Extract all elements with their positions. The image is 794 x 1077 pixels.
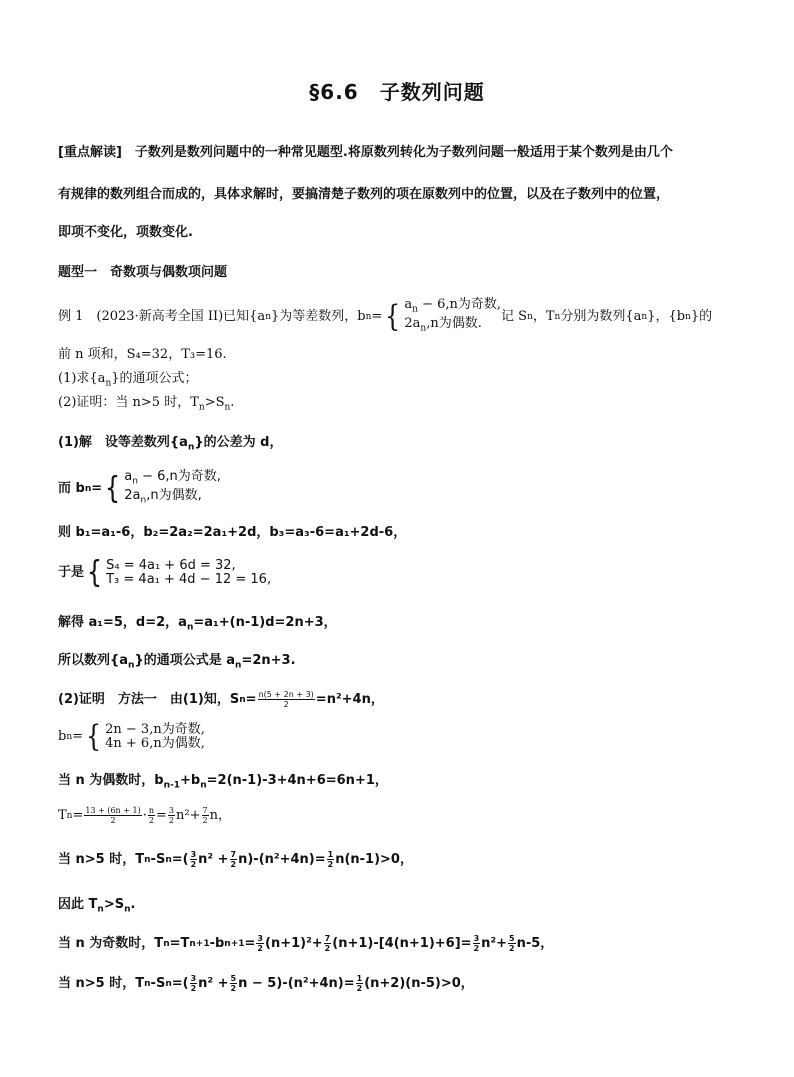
fraction: $\frac{13 + (6n + 1)}{2}$: [85, 806, 141, 825]
intro-line-3: 即项不变化，项数变化.: [58, 225, 193, 240]
solution-4: 于是 { S₄ = 4a₁ + 6d = 32, T₃ = 4a₁ + 4d − 12 = 16,: [58, 555, 272, 590]
subscript: n: [685, 311, 691, 322]
fraction: $\frac{1}{2}$: [327, 850, 334, 869]
intro-line-2: 有规律的数列组合而成的，具体求解时，要搞清楚子数列的项在原数列中的位置，以及在子数列中的位置，: [58, 187, 670, 202]
solution-11: 当 n>5 时，T n -S n =( $\frac{3}{2}$ n² + $\frac{7}{2}$ n)-(n²+4n)= $\frac{1}{2}$ n(n-1)>0，: [58, 850, 413, 869]
solution-14: 当 n>5 时，T n -S n =( $\frac{3}{2}$ n² + $\frac{5}{2}$ n − 5)-(n²+4n)= $\frac{1}{2}$ (n+2)(n-5)>0，: [58, 974, 474, 993]
fraction: $\frac{7}{2}$: [202, 806, 208, 825]
fraction: $\frac{5}{2}$: [230, 974, 237, 993]
left-brace: {: [105, 470, 121, 506]
example-statement: [58, 298, 754, 335]
solution-5: 解得 a₁=5，d=2，$a_n=a_1+(n-1)d=2n+3$，: [58, 615, 337, 633]
example-text: }为等差数列，b: [271, 308, 366, 324]
fraction: $\frac{3}{2}$: [168, 806, 175, 825]
solution-12: 因此 $T_n>S_n$.: [58, 897, 136, 915]
solution-8: b n = { 2n − 3,n为奇数, 4n + 6,n为偶数,: [58, 719, 205, 754]
solution-1: (1)解 设等差数列$\{a_n\}$的公差为 d，: [58, 435, 283, 453]
subscript: n: [641, 311, 648, 322]
page-title: §6.6 子数列问题: [309, 80, 485, 104]
solution-10: T n = $\frac{13 + (6n + 1)}{2}$ · $\frac{n}{2}$ = $\frac{3}{2}$ n²+ $\frac{7}{2}$ n，: [58, 806, 231, 825]
solution-9: 当 n 为偶数时，$b_{n-1}+b_n=2(n-1)-3+4n+6=6n+1$，: [58, 773, 388, 791]
fraction: $\frac{n(5 + 2n + 3)}{2}$: [258, 690, 314, 709]
solution-13: 当 n 为奇数时，T n =T n+1 -b n+1 = $\frac{3}{2}$ (n+1)²+ $\frac{7}{2}$ (n+1)-[4(n+1)+6]= $\frac{3}{2}$ n²+ $\frac{5}{2}$ n-5，: [58, 934, 554, 953]
piecewise-cases: $a_n - 6,n$为奇数, $2a_n,n$为偶数,: [124, 469, 221, 506]
solution-6: 所以数列$\{a_n\}$的通项公式是 $a_n=2n+3$.: [58, 653, 296, 671]
subscript: n: [527, 311, 533, 322]
piecewise-cases: [404, 298, 501, 335]
fraction: $\frac{3}{2}$: [473, 934, 480, 953]
intro-line-1: [重点解读] 子数列是数列问题中的一种常见题型.将原数列转化为子数列问题一般适用于某个数列是由几个: [58, 145, 673, 160]
equals: =: [371, 308, 383, 324]
left-brace: {: [85, 719, 102, 754]
left-brace: {: [86, 555, 103, 590]
fraction: $\frac{5}{2}$: [508, 934, 515, 953]
left-brace: {: [385, 298, 401, 334]
fraction: $\frac{7}{2}$: [230, 850, 237, 869]
question-1: (1)求$\{a_n\}$的通项公式；: [58, 371, 198, 389]
example-text: }，{b: [647, 308, 686, 324]
fraction: $\frac{3}{2}$: [190, 850, 197, 869]
solution-2: 而 b n = { $a_n - 6,n$为奇数, $2a_n,n$为偶数,: [58, 469, 221, 506]
example-text: 记 S: [501, 308, 528, 324]
example-text: ，T: [532, 308, 555, 324]
case-1: $a_n - 6,n$为奇数,: [404, 297, 502, 315]
solution-3: 则 b₁=a₁-6，b₂=2a₂=2a₁+2d，b₃=a₃-6=a₁+2d-6，: [58, 525, 407, 540]
fraction: $\frac{3}{2}$: [257, 934, 263, 953]
fraction: $\frac{3}{2}$: [190, 974, 197, 993]
subscript: n: [265, 311, 271, 322]
piecewise-cases: 2n − 3,n为奇数, 4n + 6,n为偶数,: [105, 722, 205, 751]
fraction: $\frac{1}{2}$: [356, 974, 363, 993]
example-line-2: 前 n 项和，S₄=32，T₃=16.: [58, 347, 227, 362]
subscript: n: [554, 311, 561, 322]
question-2: (2)证明：当 n>5 时，$T_n>S_n$.: [58, 395, 235, 413]
subscript: n: [365, 311, 372, 322]
example-text: 分别为数列{a: [560, 308, 642, 324]
system-equations: S₄ = 4a₁ + 6d = 32, T₃ = 4a₁ + 4d − 12 = 16,: [106, 558, 272, 587]
fraction: $\frac{n}{2}$: [148, 806, 155, 825]
solution-7: (2)证明 方法一 由(1)知，S n = $\frac{n(5 + 2n + 3)}{2}$ =n²+4n，: [58, 690, 384, 709]
example-head: 例 1 (2023·新高考全国 II)已知{a: [58, 308, 266, 324]
example-text: }的: [690, 308, 713, 324]
case-2: $2a_n,n$为偶数.: [404, 315, 482, 334]
section-heading: 题型一 奇数项与偶数项问题: [58, 265, 228, 280]
fraction: $\frac{7}{2}$: [324, 934, 331, 953]
